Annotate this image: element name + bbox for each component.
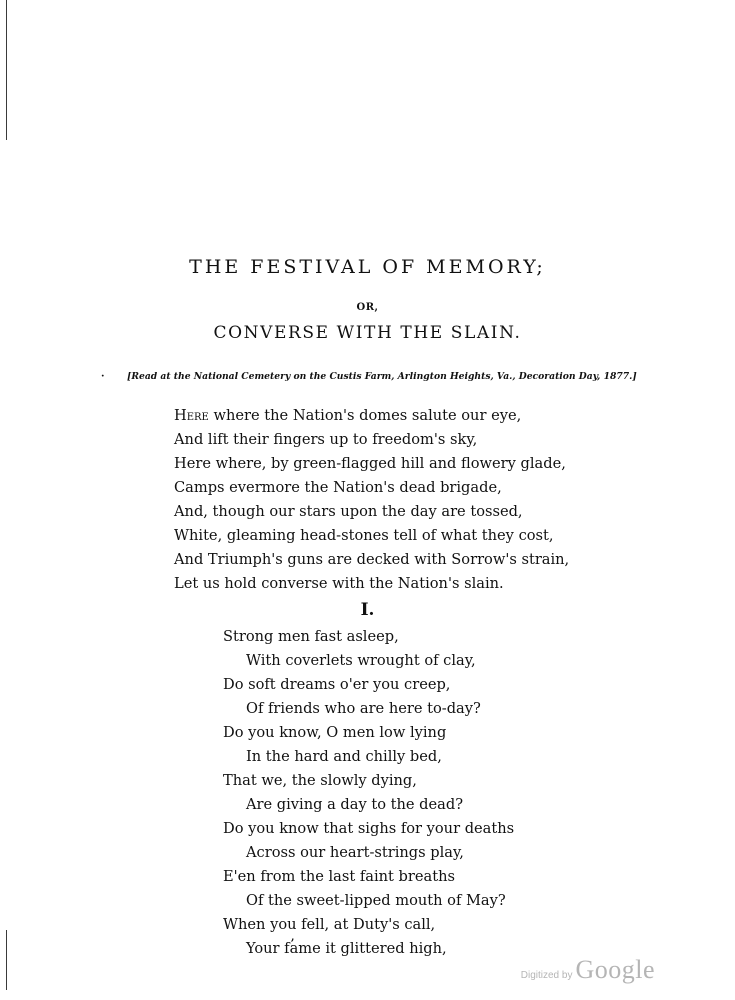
stanza-line: Of friends who are here to-day? (246, 700, 481, 717)
stanza-line: Strong men fast asleep, (223, 628, 399, 645)
poem-title: THE FESTIVAL OF MEMORY; (189, 256, 546, 278)
stanza-line: Your fame it glittered high, (246, 940, 447, 957)
stanza-line: E'en from the last faint breaths (223, 868, 455, 885)
section-number: I. (360, 600, 375, 620)
intro-line: Camps evermore the Nation's dead brigade, (174, 479, 502, 496)
intro-first-word: Here (174, 407, 209, 424)
stanza-line: Do you know, O men low lying (223, 724, 447, 741)
intro-line: Here where, by green-flagged hill and flowery glade, (174, 455, 566, 472)
digitized-by-google-watermark (521, 955, 655, 985)
google-logo: Google (575, 955, 655, 984)
intro-line: And lift their fingers up to freedom's sky, (174, 431, 478, 448)
stanza-line: With coverlets wrought of clay, (246, 652, 476, 669)
bottom-mark: , (291, 932, 295, 943)
stanza-line: Do soft dreams o'er you creep, (223, 676, 451, 693)
stanza-line: Of the sweet-lipped mouth of May? (246, 892, 506, 909)
margin-mark: · (101, 371, 105, 382)
watermark-prefix: Digitized by (520, 970, 573, 981)
page-edge-line-bottom (6, 930, 7, 990)
intro-line: Let us hold converse with the Nation's slain. (174, 575, 504, 592)
intro-first-rest: where the Nation's domes salute our eye, (208, 407, 522, 424)
stanza-line: That we, the slowly dying, (223, 772, 417, 789)
intro-line: White, gleaming head-stones tell of what they cost, (174, 527, 554, 544)
stanza-line: When you fell, at Duty's call, (223, 916, 436, 933)
stanza-line: Across our heart-strings play, (246, 844, 464, 861)
page-edge-line-top (6, 0, 7, 140)
stanza-line: Are giving a day to the dead? (246, 796, 464, 813)
stanza-line: Do you know that sighs for your deaths (223, 820, 515, 837)
intro-line: And, though our stars upon the day are tossed, (174, 503, 523, 520)
intro-line: And Triumph's guns are decked with Sorrow's strain, (174, 551, 570, 568)
occasion-note: [Read at the National Cemetery on the Custis Farm, Arlington Heights, Va., Decoration Day, 1877.] (127, 371, 637, 382)
stanza-line: In the hard and chilly bed, (246, 748, 442, 765)
poem-subtitle: CONVERSE WITH THE SLAIN. (213, 323, 522, 343)
intro-line (174, 409, 521, 424)
title-or: OR, (356, 302, 379, 313)
